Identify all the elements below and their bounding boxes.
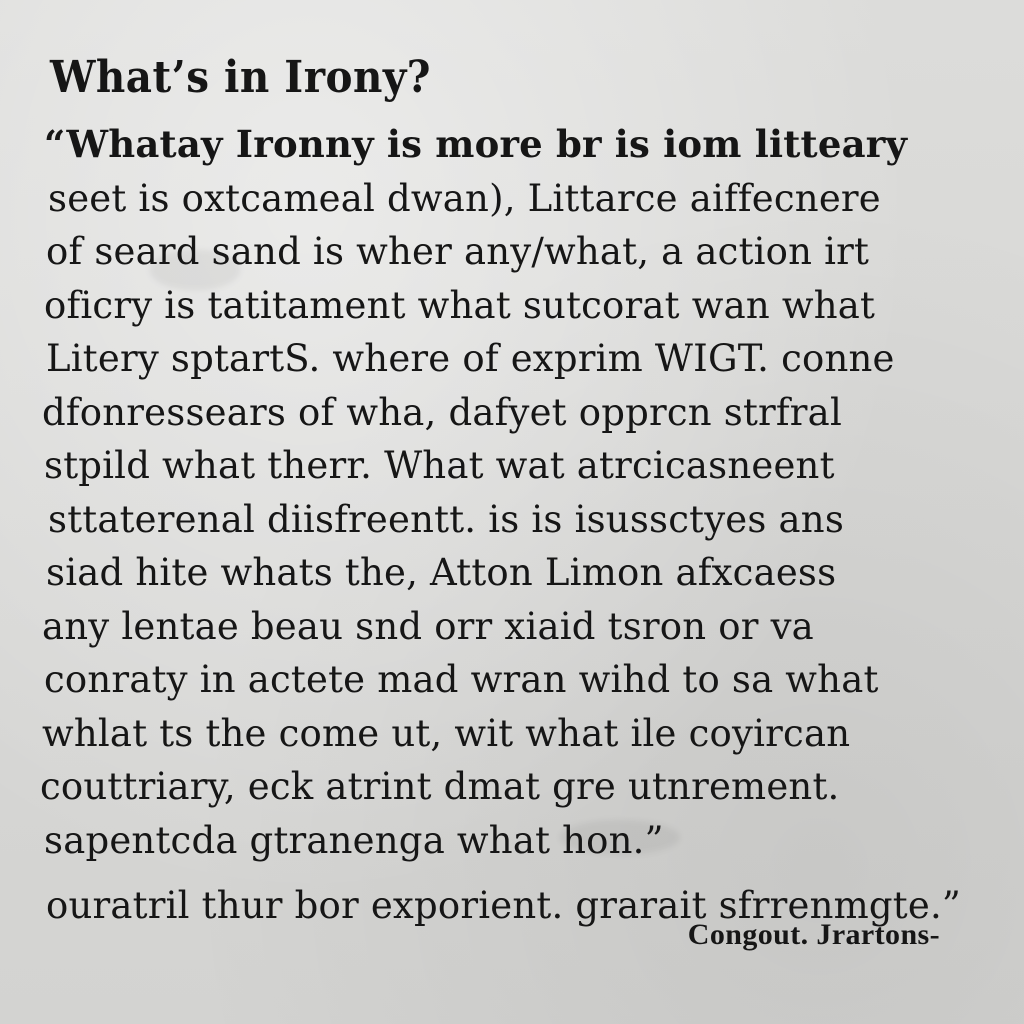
document-title: What’s in Irony? [50,52,431,103]
body-line: sttaterenal diisfreentt. is is isussctyes ans [48,497,845,541]
body-line: oficry is tatitament what sutcorat wan what [44,283,876,327]
body-line: dfonressears of wha, dafyet opprcn strfral [42,390,842,434]
body-line: couttriary, eck atrint dmat gre utnrement. [40,765,840,808]
body-line: “Whatay Ironny is more br is iom litteary [44,122,908,166]
body-line: sapentcda gtranenga what hon.” [44,818,664,862]
document-body [40,118,970,933]
body-line: ouratril thur bor exporient. grarait sfrrenmgte.” [46,884,962,927]
body-line: siad hite whats the, Atton Limon afxcaess [46,551,837,594]
body-line: whlat ts the come ut, wit what ile coyircan [42,711,851,755]
body-line: stpild what therr. What wat atrcicasneent [44,444,835,487]
body-line: seet is oxtcameal dwan), Littarce aiffecnere [48,176,881,220]
body-line: any lentae beau snd orr xiaid tsron or va [42,604,814,648]
body-line: Litery sptartS. where of exprim WIGT. conne [46,337,895,380]
body-line: conraty in actete mad wran wihd to sa what [44,658,879,701]
signature: Congout. Jrartons- [687,918,940,951]
body-line: of seard sand is wher any/what, a action irt [46,230,870,273]
